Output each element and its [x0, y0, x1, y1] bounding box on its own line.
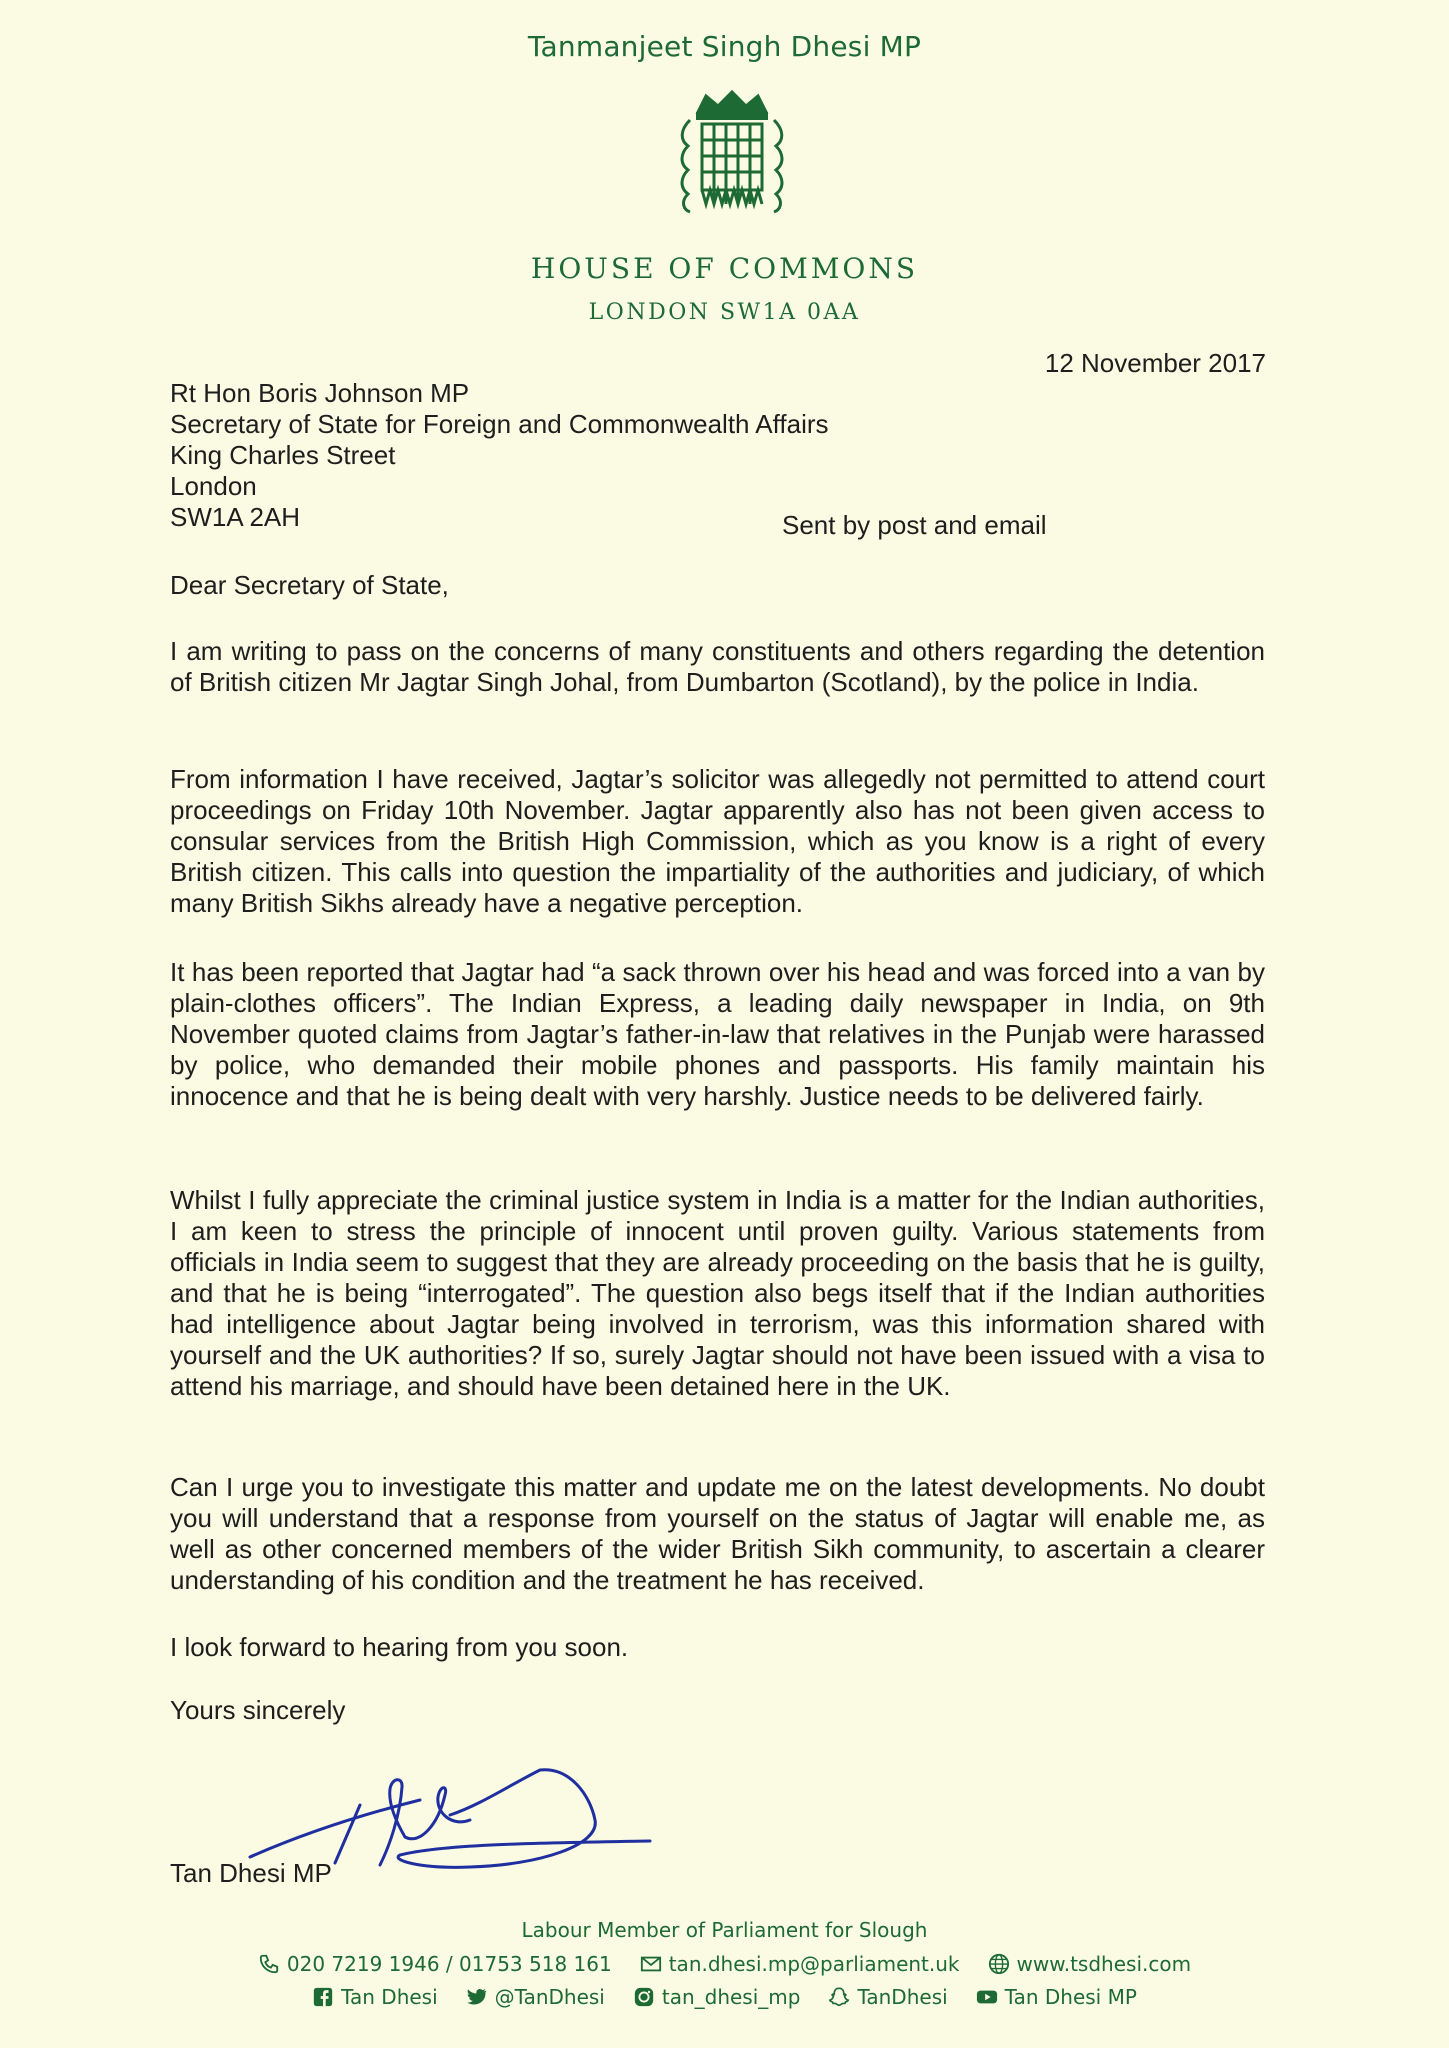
recipient-postcode: SW1A 2AH	[170, 502, 301, 532]
letterhead-mp-name: Tanmanjeet Singh Dhesi MP	[527, 30, 922, 63]
footer-website[interactable]	[988, 1952, 1192, 1976]
recipient-title: Secretary of State for Foreign and Commonwealth Affairs	[170, 409, 829, 439]
body-paragraph: Can I urge you to investigate this matter and update me on the latest developments. No doubt you will understand that a response from yourself on the status of Jagtar will enable me, as well as other concerned members of the wider British Sikh community, to ascertain a clearer understanding of his condition and the treatment he has received.	[170, 1472, 1265, 1595]
twitter-icon	[466, 1986, 488, 2008]
facebook-text: Tan Dhesi	[341, 1985, 438, 2009]
footer-role: Labour Member of Parliament for Slough	[521, 1918, 928, 1942]
house-of-commons-address: LONDON SW1A 0AA	[588, 300, 861, 325]
globe-icon	[988, 1953, 1010, 1975]
footer-snapchat[interactable]	[828, 1985, 947, 2009]
instagram-text: tan_dhesi_mp	[661, 1985, 801, 2009]
portcullis-icon	[676, 90, 788, 216]
recipient-name: Rt Hon Boris Johnson MP	[170, 378, 470, 408]
phone-icon	[258, 1953, 280, 1975]
footer-facebook[interactable]	[312, 1985, 438, 2009]
phone-text: 020 7219 1946 / 01753 518 161	[286, 1952, 612, 1976]
website-text: www.tsdhesi.com	[1016, 1952, 1192, 1976]
footer-social-row	[0, 1985, 1449, 2009]
recipient-address	[170, 378, 829, 533]
body-paragraph: I am writing to pass on the concerns of many constituents and others regarding the detention of British citizen Mr Jagtar Singh Johal, from Dumbarton (Scotland), by the police in India.	[170, 636, 1265, 697]
house-of-commons-heading: HOUSE OF COMMONS	[530, 252, 919, 285]
signer-name: Tan Dhesi MP	[170, 1858, 332, 1888]
closing: Yours sincerely	[170, 1695, 346, 1725]
youtube-text: Tan Dhesi MP	[1004, 1985, 1137, 2009]
footer-twitter[interactable]	[466, 1985, 605, 2009]
snapchat-icon	[828, 1986, 850, 2008]
footer-instagram[interactable]	[633, 1985, 801, 2009]
footer-email[interactable]	[640, 1952, 960, 1976]
delivery-note: Sent by post and email	[782, 510, 1047, 540]
footer-contacts-row	[0, 1952, 1449, 1976]
body-paragraph: I look forward to hearing from you soon.	[170, 1632, 629, 1662]
footer-youtube[interactable]	[976, 1985, 1137, 2009]
instagram-icon	[633, 1986, 655, 2008]
body-paragraph: Whilst I fully appreciate the criminal justice system in India is a matter for the Indian authorities, I am keen to stress the principle of innocent until proven guilty. Various statements from officials in India seem to suggest that they are already proceeding on the basis that he is guilty, and that he is being “interrogated”. The question also begs itself that if the Indian authorities had intelligence about Jagtar being involved in terrorism, was this information shared with yourself and the UK authorities? If so, surely Jagtar should not have been issued with a visa to attend his marriage, and should have been detained here in the UK.	[170, 1185, 1265, 1401]
facebook-icon	[312, 1986, 334, 2008]
letter-date: 12 November 2017	[1044, 348, 1266, 378]
recipient-street: King Charles Street	[170, 440, 396, 470]
email-text: tan.dhesi.mp@parliament.uk	[668, 1952, 960, 1976]
body-paragraph: From information I have received, Jagtar’s solicitor was allegedly not permitted to attend court proceedings on Friday 10th November. Jagtar apparently also has not been given access to consular services from the British High Commission, which as you know is a right of every British citizen. This calls into question the impartiality of the authorities and judiciary, of which many British Sikhs already have a negative perception.	[170, 764, 1265, 918]
footer-phone[interactable]	[258, 1952, 612, 1976]
salutation: Dear Secretary of State,	[170, 570, 449, 600]
body-paragraph: It has been reported that Jagtar had “a sack thrown over his head and was forced into a van by plain-clothes officers”. The Indian Express, a leading daily newspaper in India, on 9th November quoted claims from Jagtar’s father-in-law that relatives in the Punjab were harassed by police, who demanded their mobile phones and passports. His family maintain his innocence and that he is being dealt with very harshly. Justice needs to be delivered fairly.	[170, 957, 1265, 1111]
snapchat-text: TanDhesi	[857, 1985, 948, 2009]
recipient-city: London	[170, 471, 257, 501]
twitter-text: @TanDhesi	[494, 1985, 605, 2009]
youtube-icon	[976, 1986, 998, 2008]
envelope-icon	[640, 1953, 662, 1975]
